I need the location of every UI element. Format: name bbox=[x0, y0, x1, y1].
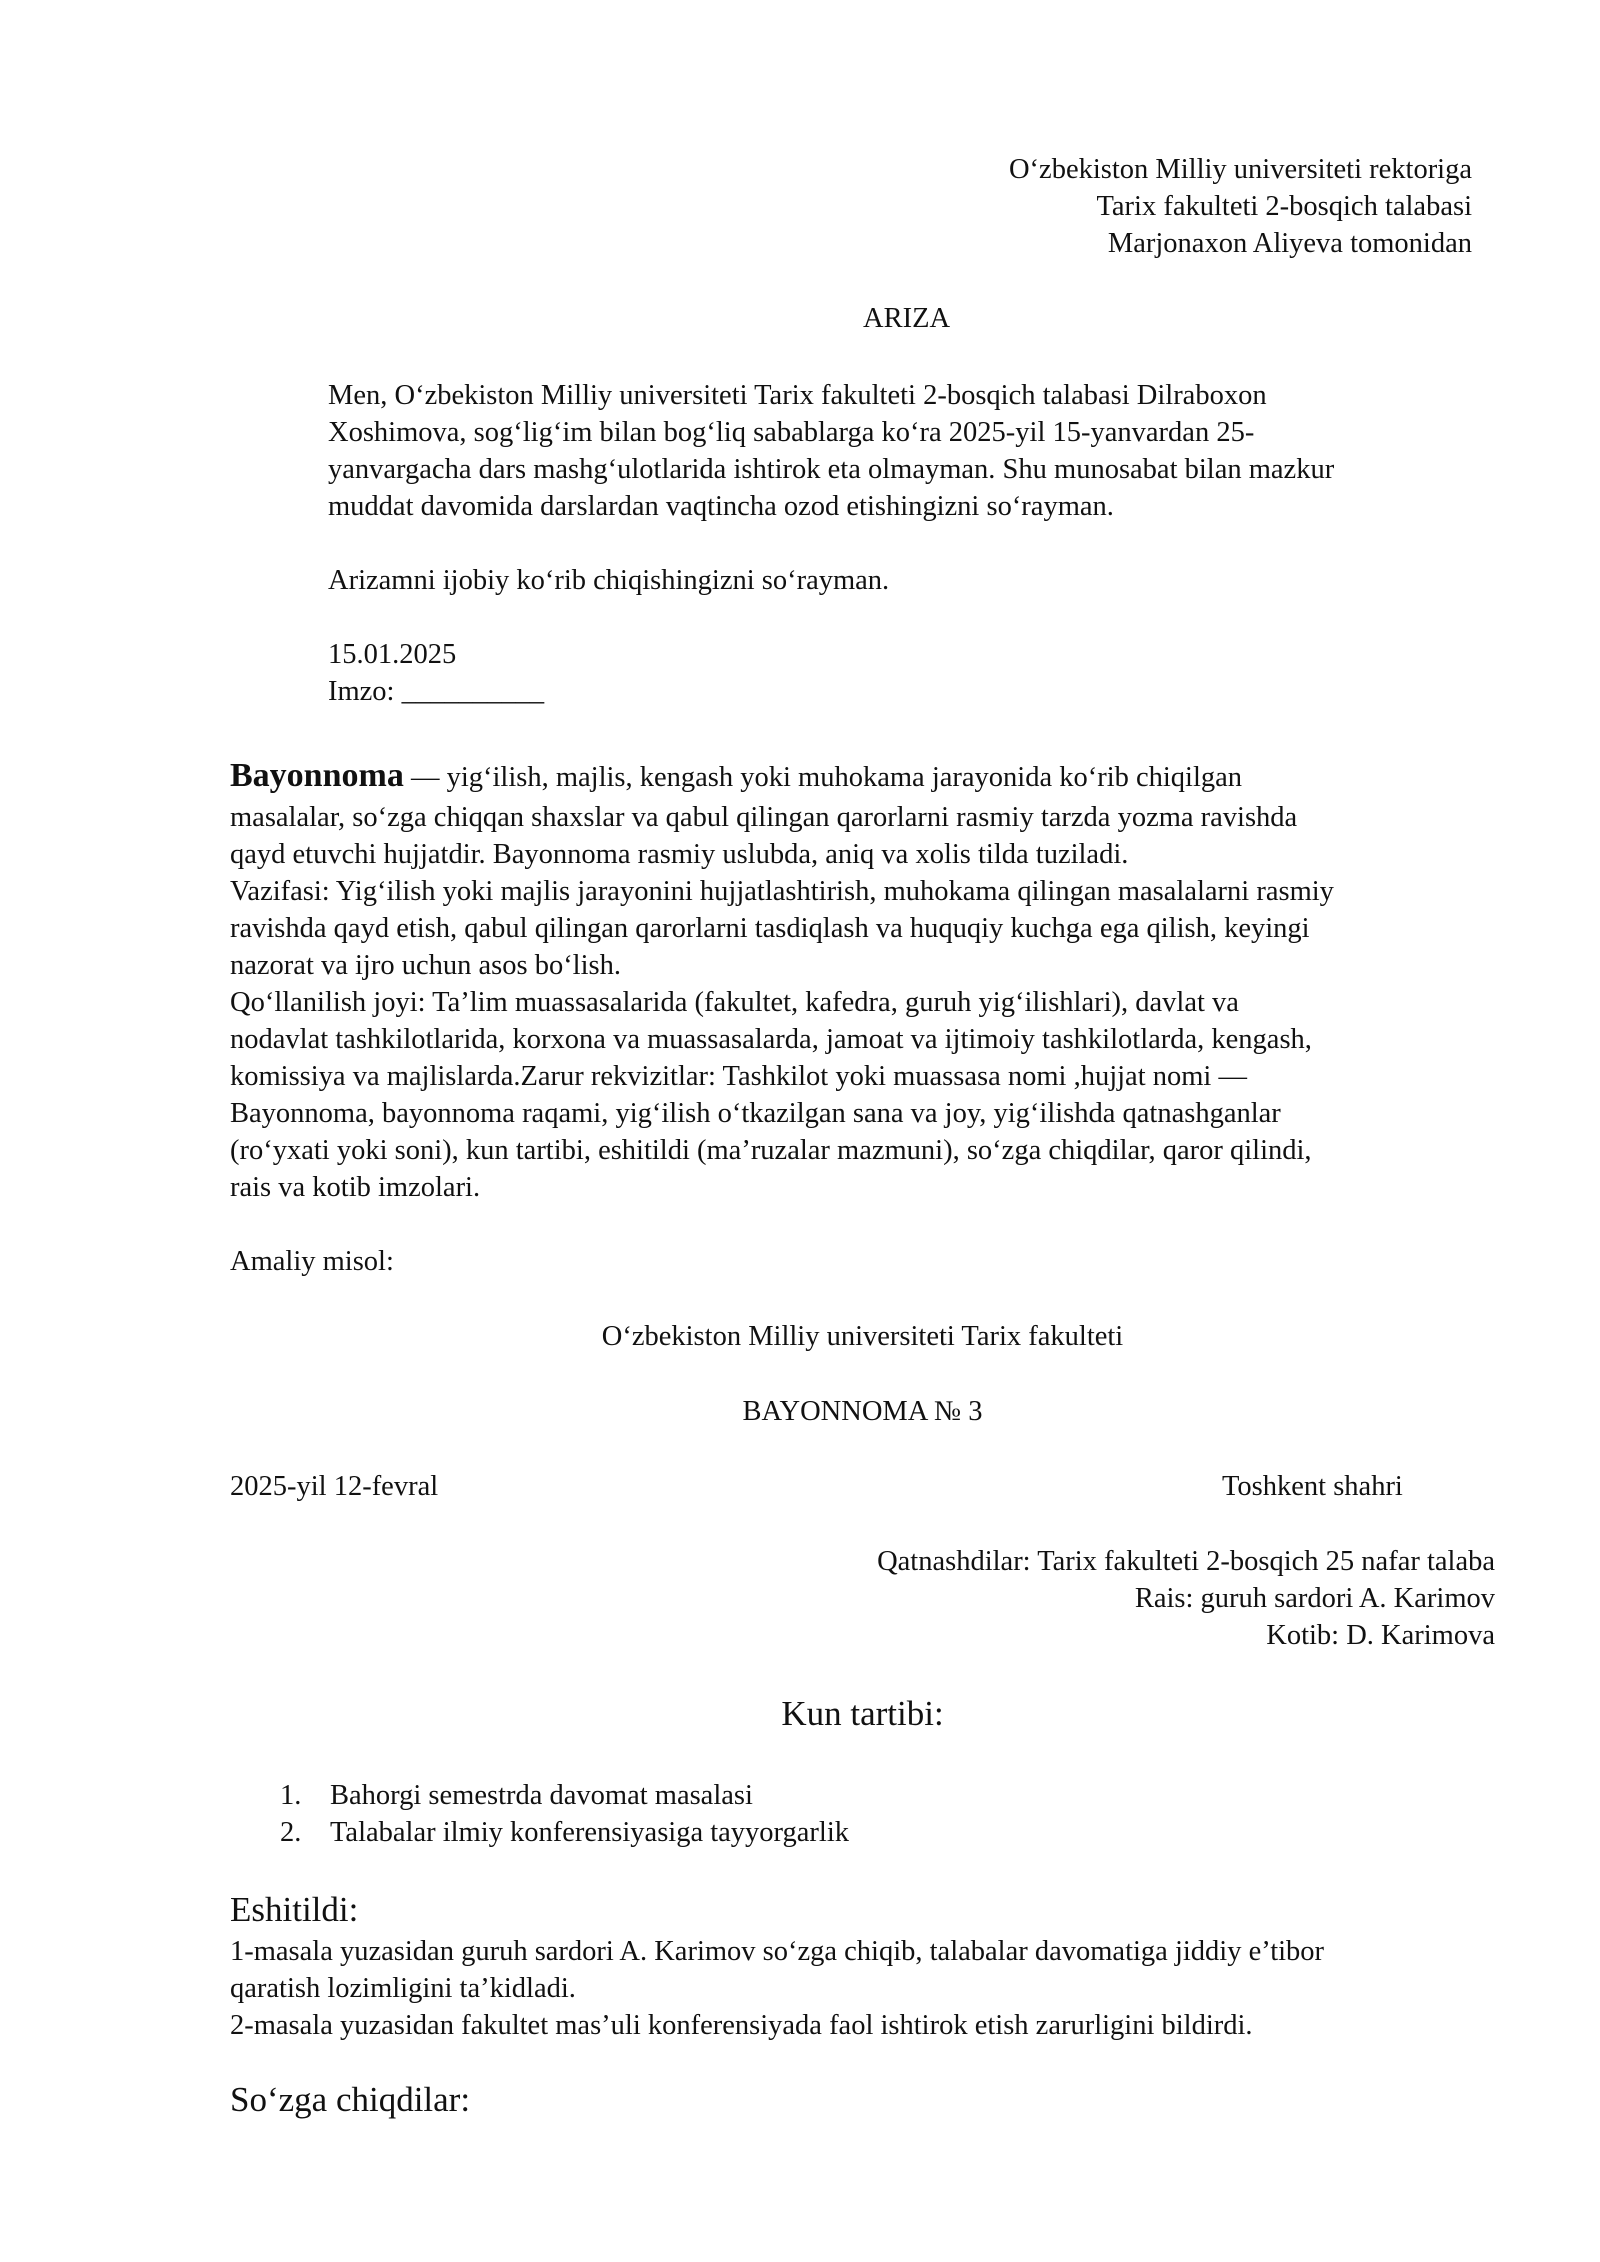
organization-name: O‘zbekiston Milliy universiteti Tarix fakulteti bbox=[601, 1321, 1124, 1352]
ariza-text-line: Xoshimova, sog‘lig‘im bilan bog‘liq sabablarga ko‘ra 2025-yil 15-yanvardan 25- bbox=[328, 417, 1255, 448]
speakers-title: So‘zga chiqdilar: bbox=[230, 2080, 471, 2119]
definition-term: Bayonnoma bbox=[230, 757, 404, 794]
secretary-line: Kotib: D. Karimova bbox=[1266, 1620, 1495, 1651]
heard-line: 2-masala yuzasidan fakultet mas’uli konferensiyada faol ishtirok etish zarurligini bildirdi. bbox=[230, 2010, 1253, 2041]
definition-line: Bayonnoma — yig‘ilish, majlis, kengash yoki muhokama jarayonida ko‘rib chiqilgan bbox=[230, 757, 1243, 794]
position-line: Tarix fakulteti 2-bosqich talabasi bbox=[1096, 191, 1472, 222]
heard-line: 1-masala yuzasidan guruh sardori A. Karimov so‘zga chiqib, talabalar davomatiga jiddiy e’tibor bbox=[230, 1936, 1325, 1967]
agenda-item: 1. Bahorgi semestrda davomat masalasi bbox=[280, 1780, 753, 1811]
ariza-title: ARIZA bbox=[863, 303, 951, 334]
purpose-line: ravishda qayd etish, qabul qilingan qarorlarni tasdiqlash va huquqiy kuchga ega qilish, keyingi bbox=[230, 913, 1310, 944]
purpose-line: nazorat va ijro uchun asos bo‘lish. bbox=[230, 950, 621, 981]
sender-line: Marjonaxon Aliyeva tomonidan bbox=[1107, 228, 1472, 259]
ariza-text-line: muddat davomida darslardan vaqtincha ozod etishingizni so‘rayman. bbox=[328, 491, 1114, 522]
usage-line: Qo‘llanilish joyi: Ta’lim muassasalarida (fakultet, kafedra, guruh yig‘ilishlari), davlat va bbox=[230, 987, 1239, 1018]
requisites-line: komissiya va majlislarda.Zarur rekvizitlar: Tashkilot yoki muassasa nomi ,hujjat nomi — bbox=[230, 1061, 1247, 1092]
ariza-text-line: yanvargacha dars mashg‘ulotlarida ishtirok eta olmayman. Shu munosabat bilan mazkur bbox=[328, 454, 1335, 485]
definition-line: qayd etuvchi hujjatdir. Bayonnoma rasmiy uslubda, aniq va xolis tilda tuziladi. bbox=[230, 839, 1129, 870]
purpose-line: Vazifasi: Yig‘ilish yoki majlis jarayonini hujjatlashtirish, muhokama qilingan masalalarni rasmiy bbox=[230, 876, 1334, 907]
signature-line: Imzo: __________ bbox=[328, 676, 545, 707]
ariza-date: 15.01.2025 bbox=[328, 639, 457, 670]
definition-line: masalalar, so‘zga chiqqan shaxslar va qabul qilingan qarorlarni rasmiy tarzda yozma ravishda bbox=[230, 802, 1298, 833]
requisites-line: (ro‘yxati yoki soni), kun tartibi, eshitildi (ma’ruzalar mazmuni), so‘zga chiqdilar, qaror qilindi, bbox=[230, 1135, 1312, 1166]
chair-line: Rais: guruh sardori A. Karimov bbox=[1134, 1583, 1495, 1614]
heard-line: qaratish lozimligini ta’kidladi. bbox=[230, 1973, 576, 2004]
agenda-item: 2. Talabalar ilmiy konferensiyasiga tayyorgarlik bbox=[280, 1817, 850, 1848]
ariza-request: Arizamni ijobiy ko‘rib chiqishingizni so‘rayman. bbox=[328, 565, 890, 596]
document-title: BAYONNOMA № 3 bbox=[742, 1396, 983, 1427]
addressee-line: O‘zbekiston Milliy universiteti rektoriga bbox=[1008, 154, 1472, 185]
document-place: Toshkent shahri bbox=[1222, 1471, 1403, 1502]
requisites-line: rais va kotib imzolari. bbox=[230, 1172, 481, 1203]
ariza-text-line: Men, O‘zbekiston Milliy universiteti Tarix fakulteti 2-bosqich talabasi Dilraboxon bbox=[328, 380, 1267, 411]
heard-title: Eshitildi: bbox=[230, 1890, 359, 1929]
document-date: 2025-yil 12-fevral bbox=[230, 1471, 439, 1502]
example-label: Amaliy misol: bbox=[230, 1246, 394, 1277]
requisites-line: Bayonnoma, bayonnoma raqami, yig‘ilish o‘tkazilgan sana va joy, yig‘ilishda qatnashganlar bbox=[230, 1098, 1281, 1129]
participants-line: Qatnashdilar: Tarix fakulteti 2-bosqich 25 nafar talaba bbox=[877, 1546, 1495, 1577]
agenda-title: Kun tartibi: bbox=[781, 1694, 944, 1733]
usage-line: nodavlat tashkilotlarida, korxona va muassasalarda, jamoat va ijtimoiy tashkilotlarda, kengash, bbox=[230, 1024, 1312, 1055]
